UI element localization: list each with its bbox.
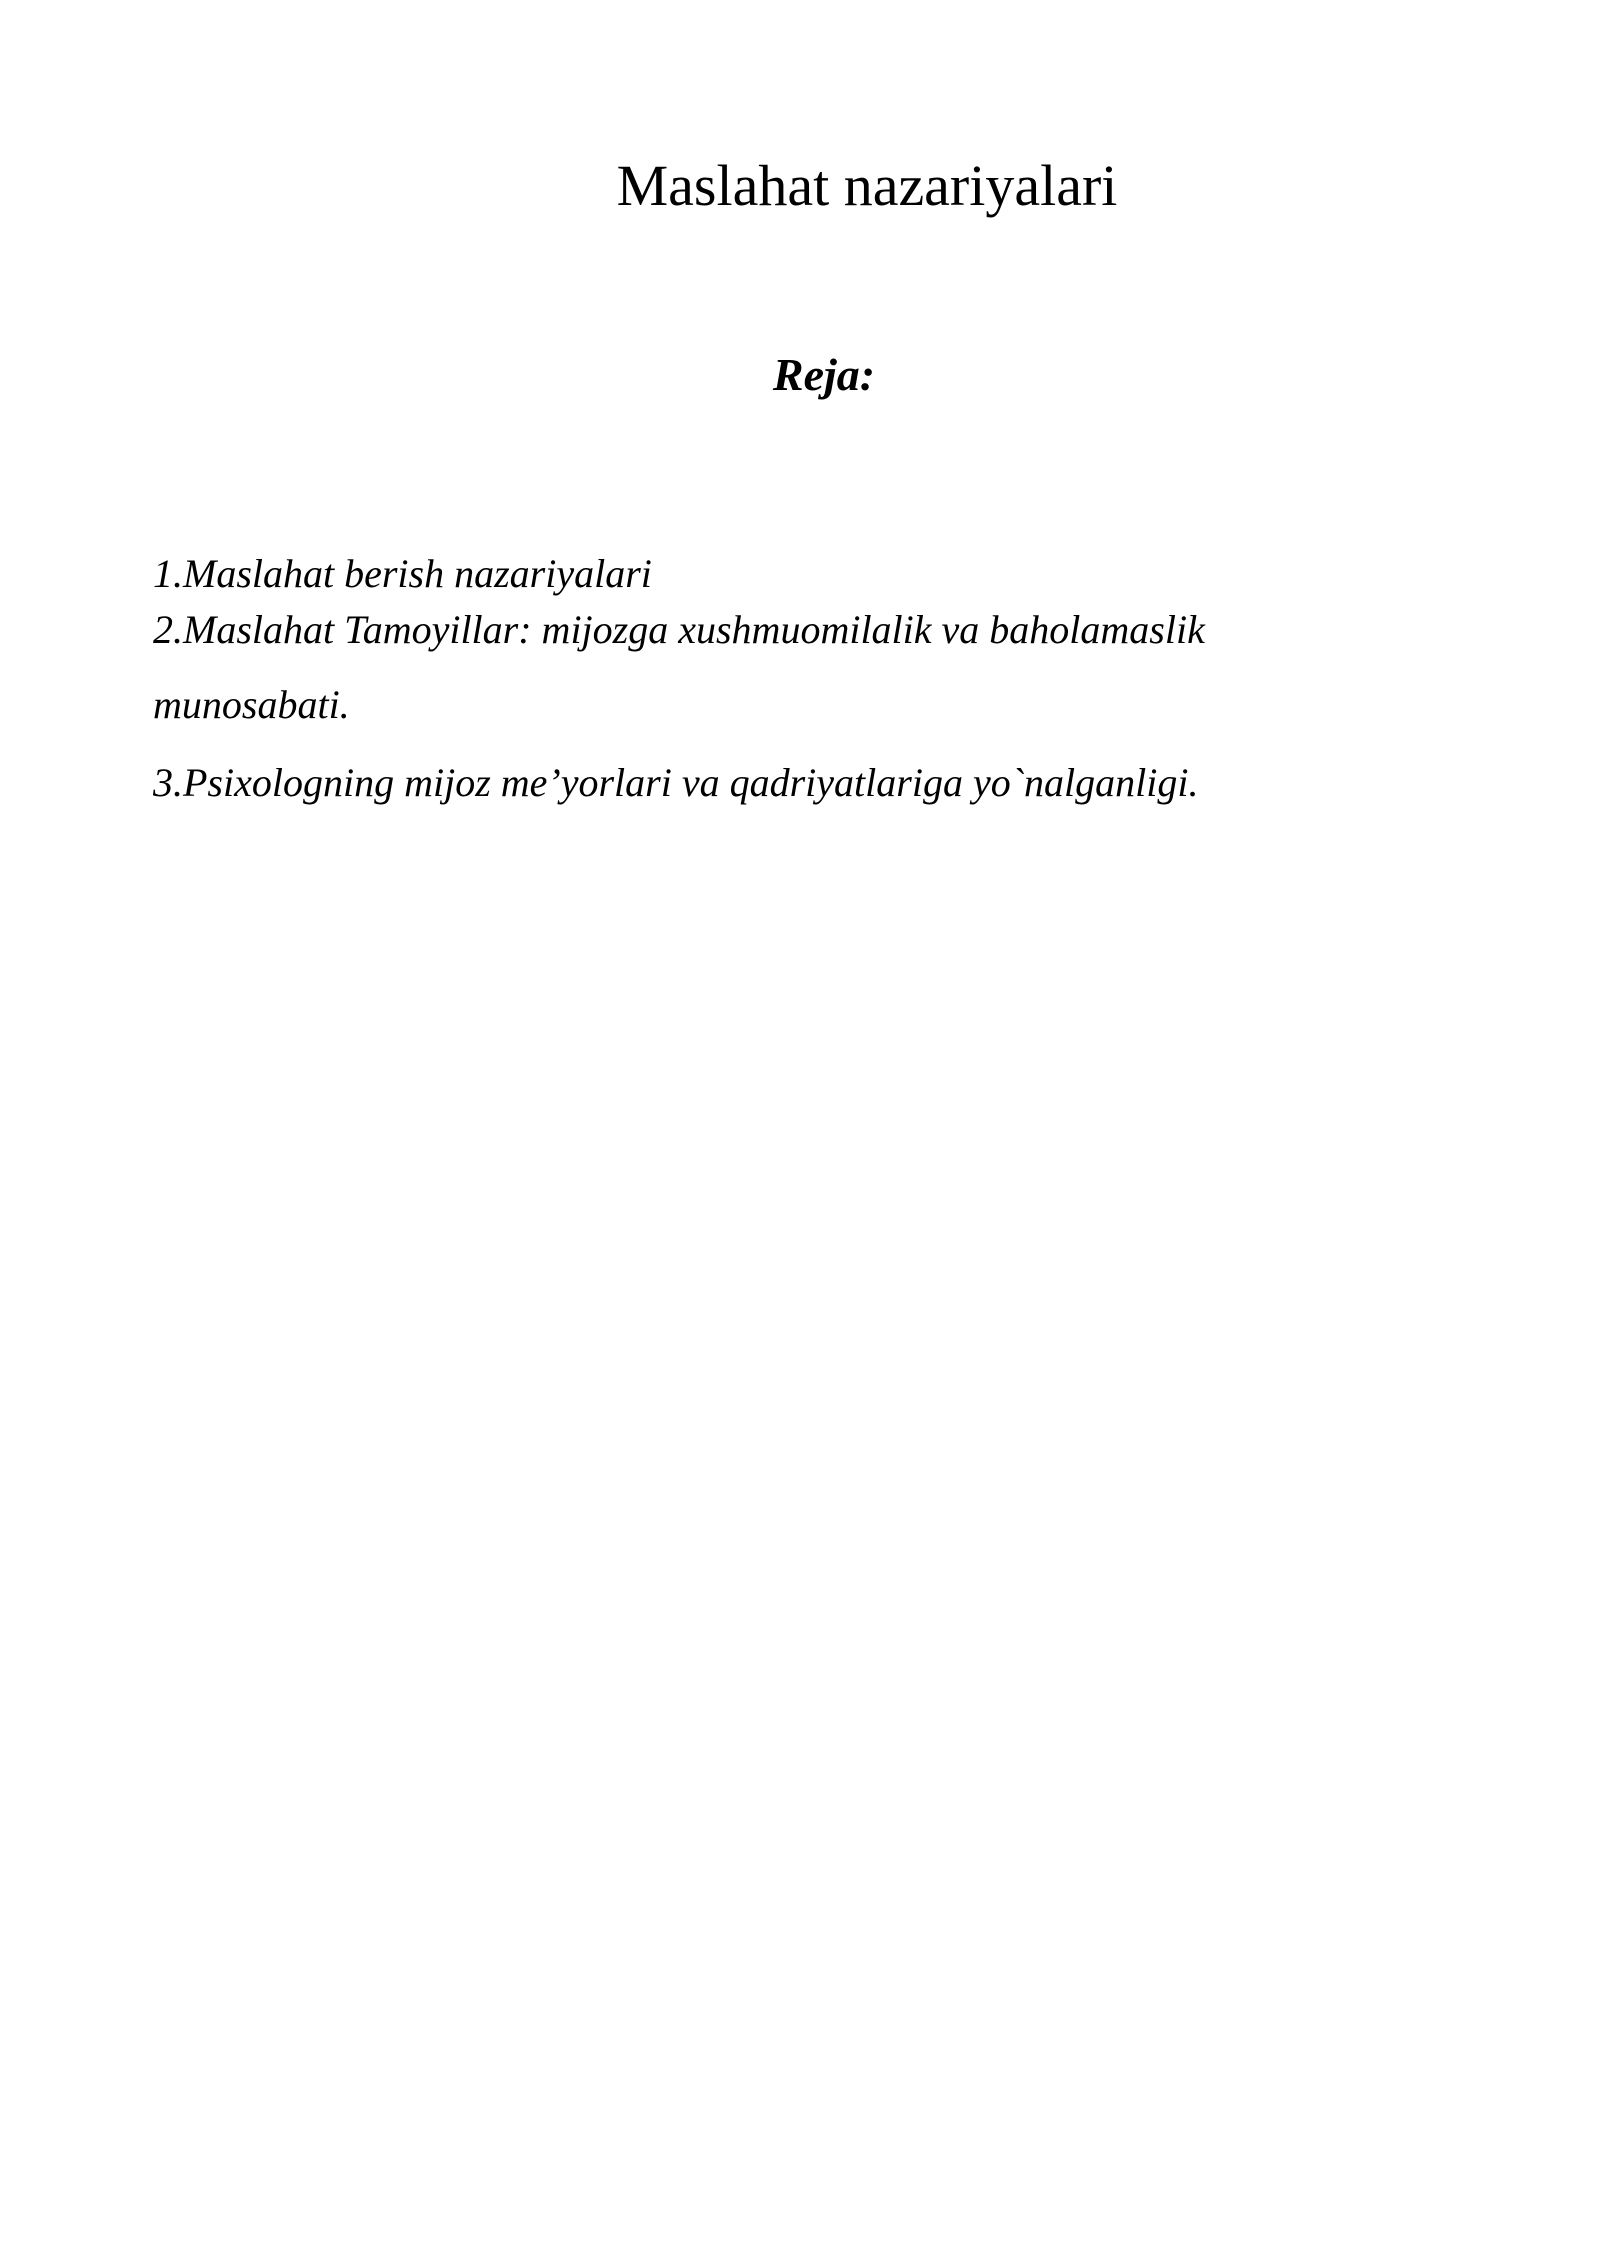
plan-heading: Reja: (772, 349, 876, 400)
document-title: Maslahat nazariyalari (616, 153, 1118, 218)
plan-item-2: 2.Maslahat Tamoyillar: mijozga xushmuomilalik va baholamaslik (153, 607, 1205, 652)
plan-item-2-continuation: munosabati. (153, 682, 350, 727)
plan-item-3: 3.Psixologning mijoz me’yorlari va qadriyatlariga yo`nalganligi. (153, 760, 1199, 805)
plan-item-1: 1.Maslahat berish nazariyalari (153, 551, 652, 596)
